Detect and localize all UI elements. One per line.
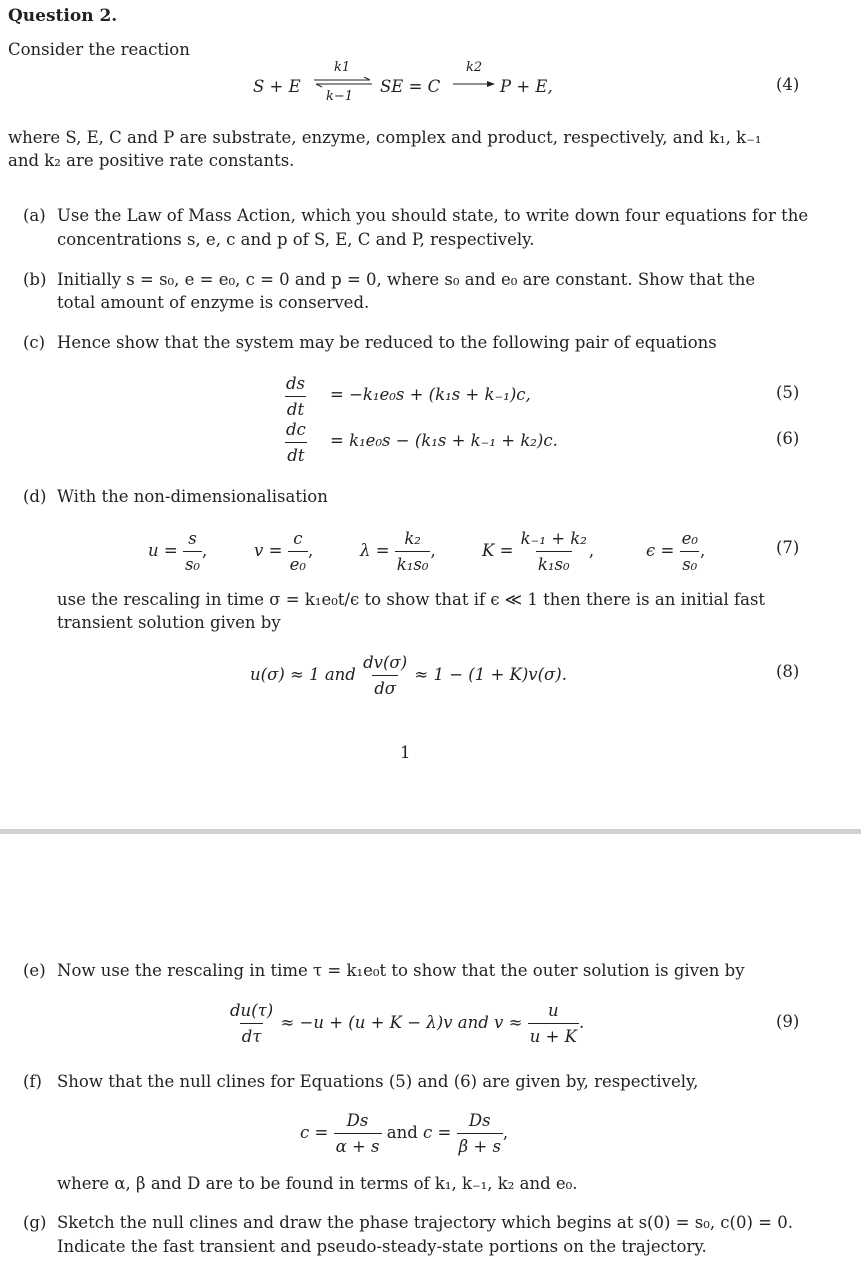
c2-den: β + s (457, 1133, 503, 1158)
lambda-definition: λ = $\frac{\text{k₂}}{\text{k₁s₀}}$ , (360, 529, 436, 574)
eq-number-9: (9) (776, 1012, 800, 1031)
part-g-label: (g) (23, 1213, 47, 1232)
eq5-lhs (284, 372, 307, 421)
question-title: Question 2. (8, 6, 118, 26)
u-den: s₀ (183, 551, 202, 576)
part-e-line-1: Now use the rescaling in time τ = k₁e₀t to show that the outer solution is given by (57, 961, 745, 980)
u-num: s (188, 529, 197, 548)
eps-den: s₀ (680, 551, 699, 576)
part-b-label: (b) (23, 270, 47, 289)
u-lhs: u = (148, 541, 178, 560)
eq-number-6: (6) (776, 429, 800, 448)
and-word: and (386, 1123, 418, 1142)
part-e-label: (e) (23, 961, 46, 980)
lambda-den: k₁s₀ (395, 551, 431, 576)
eq9-frac-den: dτ (240, 1023, 264, 1048)
intro-text: Consider the reaction (8, 40, 190, 59)
k2-label: k2 (466, 60, 483, 75)
eq9-frac-num: du(τ) (230, 1001, 274, 1020)
lambda-num: k₂ (404, 529, 421, 548)
right-arrow-icon (452, 80, 496, 88)
u-definition: u = $\frac{s}{\text{s₀}}$ , (148, 529, 208, 574)
part-d-line-2: use the rescaling in time σ = k₁e₀t/ϵ to show that if ϵ ≪ 1 then there is an initial fast (57, 590, 766, 609)
eps-lhs: ϵ = (646, 541, 675, 560)
eq-number-4: (4) (776, 75, 800, 94)
v-num: c (293, 529, 303, 548)
eq-number-8: (8) (776, 662, 800, 681)
eq5-rhs: = −k₁e₀s + (k₁s + k₋₁)c, (330, 385, 531, 404)
eq8-right: ≈ 1 − (1 + K)v(σ). (414, 665, 567, 684)
eq5-lhs-num: ds (286, 374, 306, 393)
c1-den: α + s (334, 1133, 382, 1158)
where-line-2: and k₂ are positive rate constants. (8, 151, 295, 170)
reaction-right: P + E, (500, 77, 553, 96)
eq-number-5: (5) (776, 383, 800, 402)
K-num: k₋₁ + k₂ (520, 529, 587, 548)
K-lhs: K = (482, 541, 514, 560)
k-minus1-label: k−1 (326, 89, 354, 104)
equilibrium-arrows-icon (312, 77, 374, 89)
eq9-mid: ≈ −u + (u + K − λ)v and v ≈ (280, 1013, 523, 1032)
part-a-line-1: Use the Law of Mass Action, which you should state, to write down four equations for the (57, 206, 809, 225)
lambda-lhs: λ = (360, 541, 390, 560)
eq6-lhs-den: dt (285, 442, 306, 467)
reversible-arrow (312, 60, 374, 104)
part-d-line-3: transient solution given by (57, 613, 281, 632)
forward-arrow (452, 60, 496, 90)
eq6-rhs: = k₁e₀s − (k₁s + k₋₁ + k₂)c. (330, 431, 558, 450)
c1-lhs: c = (300, 1123, 329, 1142)
part-d-line-1: With the non-dimensionalisation (57, 487, 328, 506)
part-a-line-2: concentrations s, e, c and p of S, E, C and P, respectively. (57, 230, 535, 249)
v-definition: v = $\frac{c}{\text{e₀}}$ , (254, 529, 314, 574)
part-g-line-2: Indicate the fast transient and pseudo-steady-state portions on the trajectory. (57, 1237, 707, 1256)
part-b-line-1: Initially s = s₀, e = e₀, c = 0 and p = 0, where s₀ and e₀ are constant. Show that the (57, 270, 756, 289)
eq6-lhs-num: dc (286, 420, 306, 439)
c2-lhs: c = (423, 1123, 452, 1142)
v-den: e₀ (288, 551, 308, 576)
eq5-lhs-den: dt (285, 396, 306, 421)
eq8 (250, 651, 567, 700)
reaction-mid: SE = C (380, 77, 441, 96)
epsilon-definition: ϵ = $\frac{\text{e₀}}{\text{s₀}}$ , (646, 529, 706, 574)
v-lhs: v = (254, 541, 283, 560)
page-number: 1 (400, 743, 411, 762)
part-b-line-2: total amount of enzyme is conserved. (57, 293, 370, 312)
page-divider (0, 829, 861, 834)
eq6-lhs (284, 418, 308, 467)
part-f-label: (f) (23, 1072, 42, 1091)
eps-num: e₀ (681, 529, 698, 548)
part-f-line-2: where α, β and D are to be found in terms of k₁, k₋₁, k₂ and e₀. (57, 1174, 578, 1193)
eq9-frac2-num: u (548, 1001, 559, 1020)
eq8-frac-den: dσ (372, 675, 398, 700)
part-f-line-1: Show that the null clines for Equations (5) and (6) are given by, respectively, (57, 1072, 699, 1091)
part-a-label: (a) (23, 206, 46, 225)
reaction-left: S + E (253, 77, 301, 96)
part-c-line-1: Hence show that the system may be reduced to the following pair of equations (57, 333, 717, 352)
part-c-label: (c) (23, 333, 46, 352)
k1-label: k1 (334, 60, 351, 75)
part-g-line-1: Sketch the null clines and draw the phase trajectory which begins at s(0) = s₀, c(0) = 0. (57, 1213, 793, 1232)
K-den: k₁s₀ (536, 551, 572, 576)
eq8-left: u(σ) ≈ 1 and (250, 665, 356, 684)
c1-num: Ds (346, 1111, 369, 1130)
eq9-frac2-den: u + K (528, 1023, 579, 1048)
eq9: $\frac{du(\tau)}{d\tau}$ ≈ −u + (u + K − λ)v and v ≈ $\frac{u}{u + K}$ . (230, 1001, 585, 1046)
part-d-label: (d) (23, 487, 47, 506)
c2-num: Ds (468, 1111, 491, 1130)
nullcline-equations: c = $\frac{Ds}{\alpha + s}$ and c = $\frac{Ds}{\beta + s}$ , (300, 1111, 509, 1156)
where-line-1: where S, E, C and P are substrate, enzyme, complex and product, respectively, and k₁, k₋₁ (8, 128, 762, 147)
eq-number-7: (7) (776, 538, 800, 557)
K-definition: K = $\frac{\text{k₋₁ + k₂}}{\text{k₁s₀}}$ , (482, 529, 595, 574)
eq8-frac-num: dv(σ) (363, 653, 408, 672)
